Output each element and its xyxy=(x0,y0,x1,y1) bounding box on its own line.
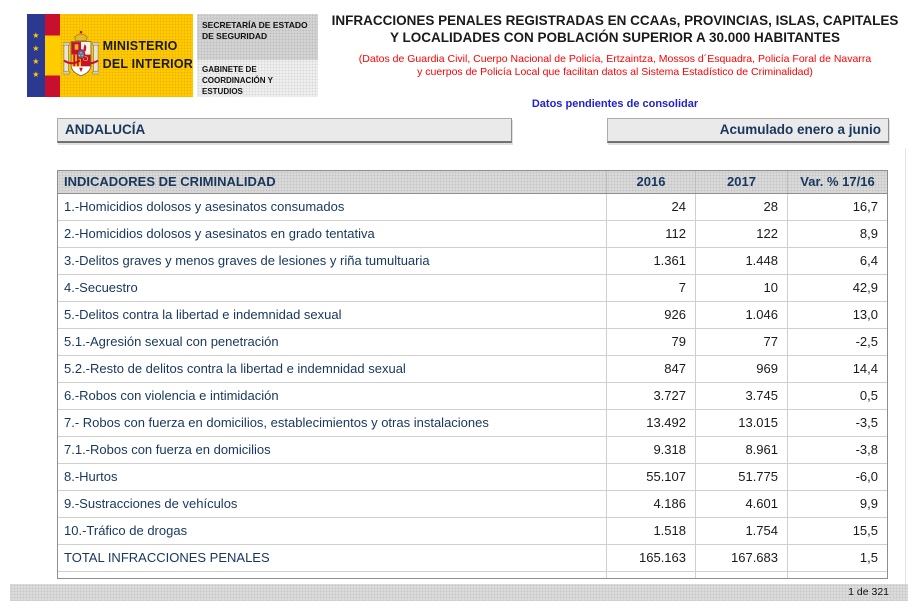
page-right-margin-line xyxy=(905,148,906,600)
report-title-line1: INFRACCIONES PENALES REGISTRADAS EN CCAAs, PROVINCIAS, ISLAS, CAPITALES xyxy=(331,13,899,28)
spain-coat-of-arms-icon xyxy=(63,29,99,83)
row-value-2016: 1.518 xyxy=(606,518,695,544)
row-value-2016: 9.318 xyxy=(606,437,695,463)
table-body xyxy=(58,194,887,545)
row-value-var: 42,9 xyxy=(787,275,887,301)
row-value-var: 0,5 xyxy=(787,383,887,409)
row-value-var: 6,4 xyxy=(787,248,887,274)
crime-indicators-table xyxy=(57,170,888,579)
row-value-2017: 3.745 xyxy=(695,383,787,409)
row-value-2016: 24 xyxy=(606,194,695,220)
row-value-2016: 112 xyxy=(606,221,695,247)
table-row xyxy=(58,275,887,302)
row-label: 7.- Robos con fuerza en domicilios, establecimientos y otras instalaciones xyxy=(64,415,489,430)
ministry-logo xyxy=(27,14,193,97)
row-value-var: -3,5 xyxy=(787,410,887,436)
sliver-cell xyxy=(58,572,606,578)
row-value-2016: 926 xyxy=(606,302,695,328)
row-label: 3.-Delitos graves y menos graves de lesiones y riña tumultuaria xyxy=(64,253,430,268)
row-value-var: 8,9 xyxy=(787,221,887,247)
star-icon: ★ xyxy=(32,31,40,40)
table-row xyxy=(58,356,887,383)
page-indicator-bar xyxy=(10,584,908,601)
table-row xyxy=(58,221,887,248)
row-value-var: -2,5 xyxy=(787,329,887,355)
row-value-2017: 969 xyxy=(695,356,787,382)
row-value-2017: 122 xyxy=(695,221,787,247)
column-header-var: Var. % 17/16 xyxy=(787,171,887,193)
row-label: 5.1.-Agresión sexual con penetración xyxy=(64,334,279,349)
row-value-var: 9,9 xyxy=(787,491,887,517)
row-value-2016: 1.361 xyxy=(606,248,695,274)
status-note: Datos pendientes de consolidar xyxy=(531,98,699,110)
region-selector-button[interactable]: ANDALUCÍA xyxy=(57,118,512,143)
star-icon: ★ xyxy=(32,57,40,66)
report-subtitle-line2: y cuerpos de Policía Local que facilitan datos al Sistema Estadístico de Criminalidad) xyxy=(417,66,813,78)
table-row xyxy=(58,302,887,329)
period-selector-button[interactable]: Acumulado enero a junio xyxy=(607,118,889,143)
star-icon: ★ xyxy=(32,70,40,79)
table-row xyxy=(58,464,887,491)
row-value-2017: 1.046 xyxy=(695,302,787,328)
row-value-2016: 847 xyxy=(606,356,695,382)
row-value-var: 13,0 xyxy=(787,302,887,328)
row-value-var: -3,8 xyxy=(787,437,887,463)
row-value-var: 14,4 xyxy=(787,356,887,382)
sliver-cell xyxy=(787,572,887,578)
table-row xyxy=(58,383,887,410)
row-value-2017: 1.448 xyxy=(695,248,787,274)
table-bottom-sliver xyxy=(58,572,887,578)
row-label: 8.-Hurtos xyxy=(64,469,118,484)
row-value-2016: 55.107 xyxy=(606,464,695,490)
table-row xyxy=(58,194,887,221)
row-value-2017: 10 xyxy=(695,275,787,301)
row-label: 2.-Homicidios dolosos y asesinatos en grado tentativa xyxy=(64,226,375,241)
ministry-name-line2: DEL INTERIOR xyxy=(102,56,193,71)
row-value-2016: 13.492 xyxy=(606,410,695,436)
row-value-2017: 51.775 xyxy=(695,464,787,490)
total-label: TOTAL INFRACCIONES PENALES xyxy=(64,550,270,565)
row-value-var: -6,0 xyxy=(787,464,887,490)
sliver-cell xyxy=(606,572,695,578)
table-row xyxy=(58,437,887,464)
report-subtitle xyxy=(320,53,910,79)
row-value-2017: 77 xyxy=(695,329,787,355)
total-value-2017: 167.683 xyxy=(695,545,787,571)
eu-stars-strip xyxy=(27,14,45,97)
ministry-name xyxy=(103,38,193,73)
column-header-indicators: INDICADORES DE CRIMINALIDAD xyxy=(64,174,276,189)
star-icon: ★ xyxy=(32,44,40,53)
org-box xyxy=(197,14,318,97)
row-label: 10.-Tráfico de drogas xyxy=(64,523,188,538)
row-value-2017: 28 xyxy=(695,194,787,220)
table-row xyxy=(58,491,887,518)
table-row xyxy=(58,518,887,545)
row-value-var: 15,5 xyxy=(787,518,887,544)
row-label: 4.-Secuestro xyxy=(64,280,138,295)
row-label: 1.-Homicidios dolosos y asesinatos consumados xyxy=(64,199,345,214)
title-block xyxy=(320,12,910,79)
row-label: 6.-Robos con violencia e intimidación xyxy=(64,388,279,403)
row-label: 5.2.-Resto de delitos contra la libertad e indemnidad sexual xyxy=(64,361,406,376)
gabinete-label: GABINETE DE COORDINACIÓN Y ESTUDIOS xyxy=(197,60,318,97)
row-label: 5.-Delitos contra la libertad e indemnidad sexual xyxy=(64,307,342,322)
table-row xyxy=(58,248,887,275)
page-indicator: 1 de 321 xyxy=(848,586,889,598)
row-value-2017: 4.601 xyxy=(695,491,787,517)
row-value-2016: 7 xyxy=(606,275,695,301)
table-row xyxy=(58,329,887,356)
report-subtitle-line1: (Datos de Guardia Civil, Cuerpo Nacional de Policía, Ertzaintza, Mossos d´Esquadra, Policía Foral de Navarra xyxy=(358,53,872,65)
sliver-cell xyxy=(695,572,787,578)
column-header-2016: 2016 xyxy=(606,171,695,193)
secretaria-label: SECRETARÍA DE ESTADO DE SEGURIDAD xyxy=(197,14,318,60)
table-row xyxy=(58,410,887,437)
row-value-2016: 4.186 xyxy=(606,491,695,517)
table-header-row xyxy=(58,171,887,194)
row-label: 9.-Sustracciones de vehículos xyxy=(64,496,238,511)
row-value-2017: 13.015 xyxy=(695,410,787,436)
ministry-name-line1: MINISTERIO xyxy=(102,39,178,53)
total-value-var: 1,5 xyxy=(787,545,887,571)
row-value-2016: 79 xyxy=(606,329,695,355)
report-title-line2: Y LOCALIDADES CON POBLACIÓN SUPERIOR A 30.000 HABITANTES xyxy=(389,30,841,45)
spain-flag-icon xyxy=(45,14,60,97)
table-total-row xyxy=(58,545,887,572)
total-value-2016: 165.163 xyxy=(606,545,695,571)
row-value-2016: 3.727 xyxy=(606,383,695,409)
row-label: 7.1.-Robos con fuerza en domicilios xyxy=(64,442,271,457)
ministry-logo-field xyxy=(60,14,193,97)
row-value-2017: 1.754 xyxy=(695,518,787,544)
row-value-2017: 8.961 xyxy=(695,437,787,463)
column-header-2017: 2017 xyxy=(695,171,787,193)
row-value-var: 16,7 xyxy=(787,194,887,220)
